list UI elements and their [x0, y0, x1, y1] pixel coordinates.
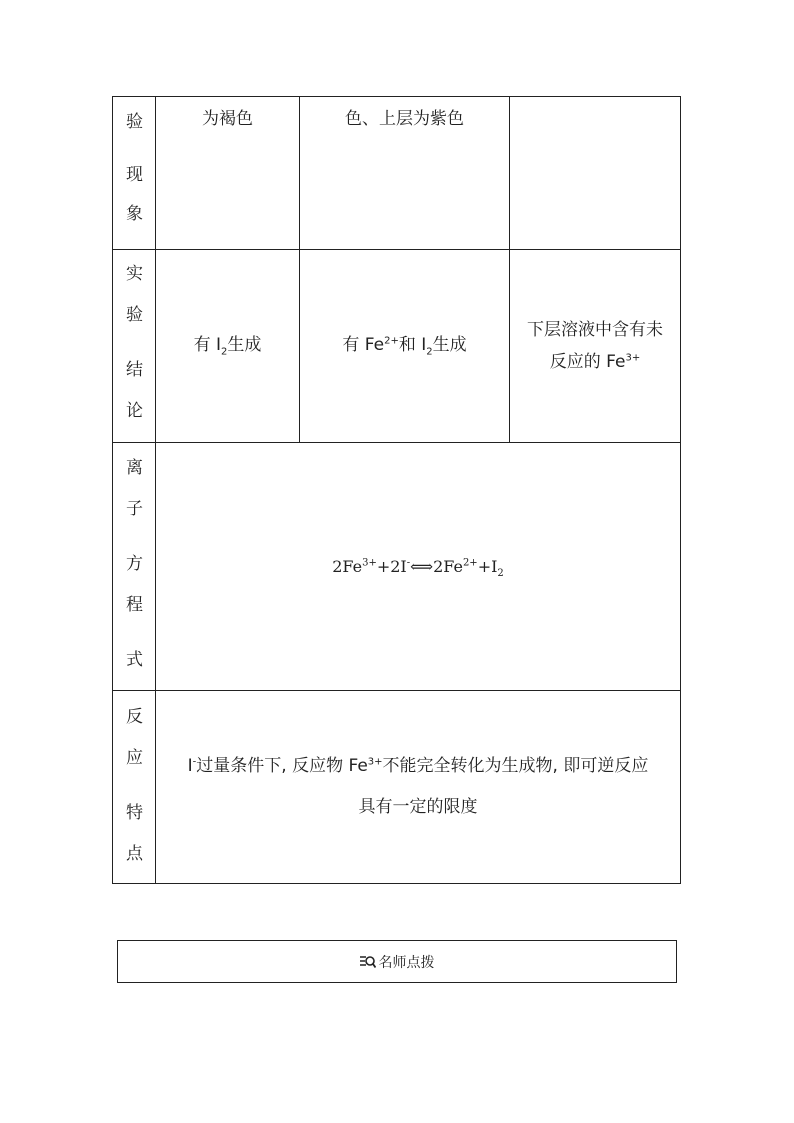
- cell-text: 反应的 Fe: [549, 352, 626, 372]
- eq-term: +2I: [376, 556, 407, 576]
- teacher-tip-box: [117, 940, 677, 983]
- superscript: 2+: [462, 557, 478, 569]
- row-header-phenomenon: [113, 107, 156, 247]
- cell-text: 生成: [432, 335, 467, 356]
- header-char: 离: [126, 458, 143, 478]
- eq-term: +I: [477, 556, 498, 576]
- subscript: 2: [221, 346, 228, 358]
- cell-text: 生成: [227, 335, 262, 356]
- eq-term: 2Fe: [332, 556, 363, 576]
- cell-text: 下层溶液中含有未: [527, 319, 663, 340]
- header-char: 验: [126, 305, 143, 325]
- cell-text: 过量条件下, 反应物 Fe: [196, 756, 368, 777]
- header-char: 实: [126, 264, 143, 284]
- cell-phenomenon-1: 为褐色: [202, 109, 253, 130]
- row-header-ionic-equation: [113, 453, 156, 688]
- header-char: 反: [126, 707, 143, 727]
- subscript: 2: [426, 346, 433, 358]
- header-char: 程: [126, 595, 143, 615]
- eq-term: 2Fe: [433, 556, 463, 576]
- cell-text: 具有一定的限度: [358, 797, 478, 817]
- cell-conclusion-1: [156, 250, 299, 442]
- reaction-features-text: [156, 691, 680, 883]
- cell-text: 和 I: [398, 335, 427, 356]
- row-header-conclusion: [113, 259, 156, 439]
- subscript: 2: [497, 567, 504, 579]
- superscript: 2+: [384, 335, 399, 347]
- cell-text: I: [187, 756, 193, 777]
- cell-phenomenon-2: 色、上层为紫色: [345, 109, 464, 130]
- superscript: 3+: [625, 352, 641, 364]
- header-char: 方: [126, 554, 143, 574]
- header-char: 现: [126, 165, 143, 185]
- experiment-table: [112, 96, 681, 884]
- tip-label: 名师点拨: [378, 954, 435, 971]
- header-char: 特: [126, 803, 143, 823]
- header-char: 点: [126, 844, 143, 864]
- cell-text: 有 Fe: [342, 335, 385, 356]
- header-char: 应: [126, 748, 143, 768]
- header-char: 论: [126, 401, 143, 421]
- superscript: -: [406, 557, 411, 569]
- row-header-reaction-features: [113, 702, 156, 882]
- cell-text: 有 I: [193, 335, 222, 356]
- header-char: 子: [126, 499, 143, 519]
- cell-text: 不能完全转化为生成物, 即可逆反应: [382, 756, 649, 777]
- reversible-arrow-icon: ⟺: [410, 556, 434, 576]
- superscript: 3+: [367, 756, 383, 768]
- cell-conclusion-2: [300, 250, 509, 442]
- header-char: 象: [126, 204, 143, 224]
- header-char: 式: [126, 650, 143, 670]
- ionic-equation: [156, 443, 680, 690]
- cell-conclusion-3: [510, 250, 680, 442]
- header-char: 验: [126, 112, 143, 132]
- header-char: 结: [126, 360, 143, 380]
- superscript: -: [192, 756, 197, 768]
- superscript: 3+: [362, 557, 377, 569]
- cell-phenomenon-3: [510, 105, 680, 135]
- magnifier-icon: [360, 955, 376, 969]
